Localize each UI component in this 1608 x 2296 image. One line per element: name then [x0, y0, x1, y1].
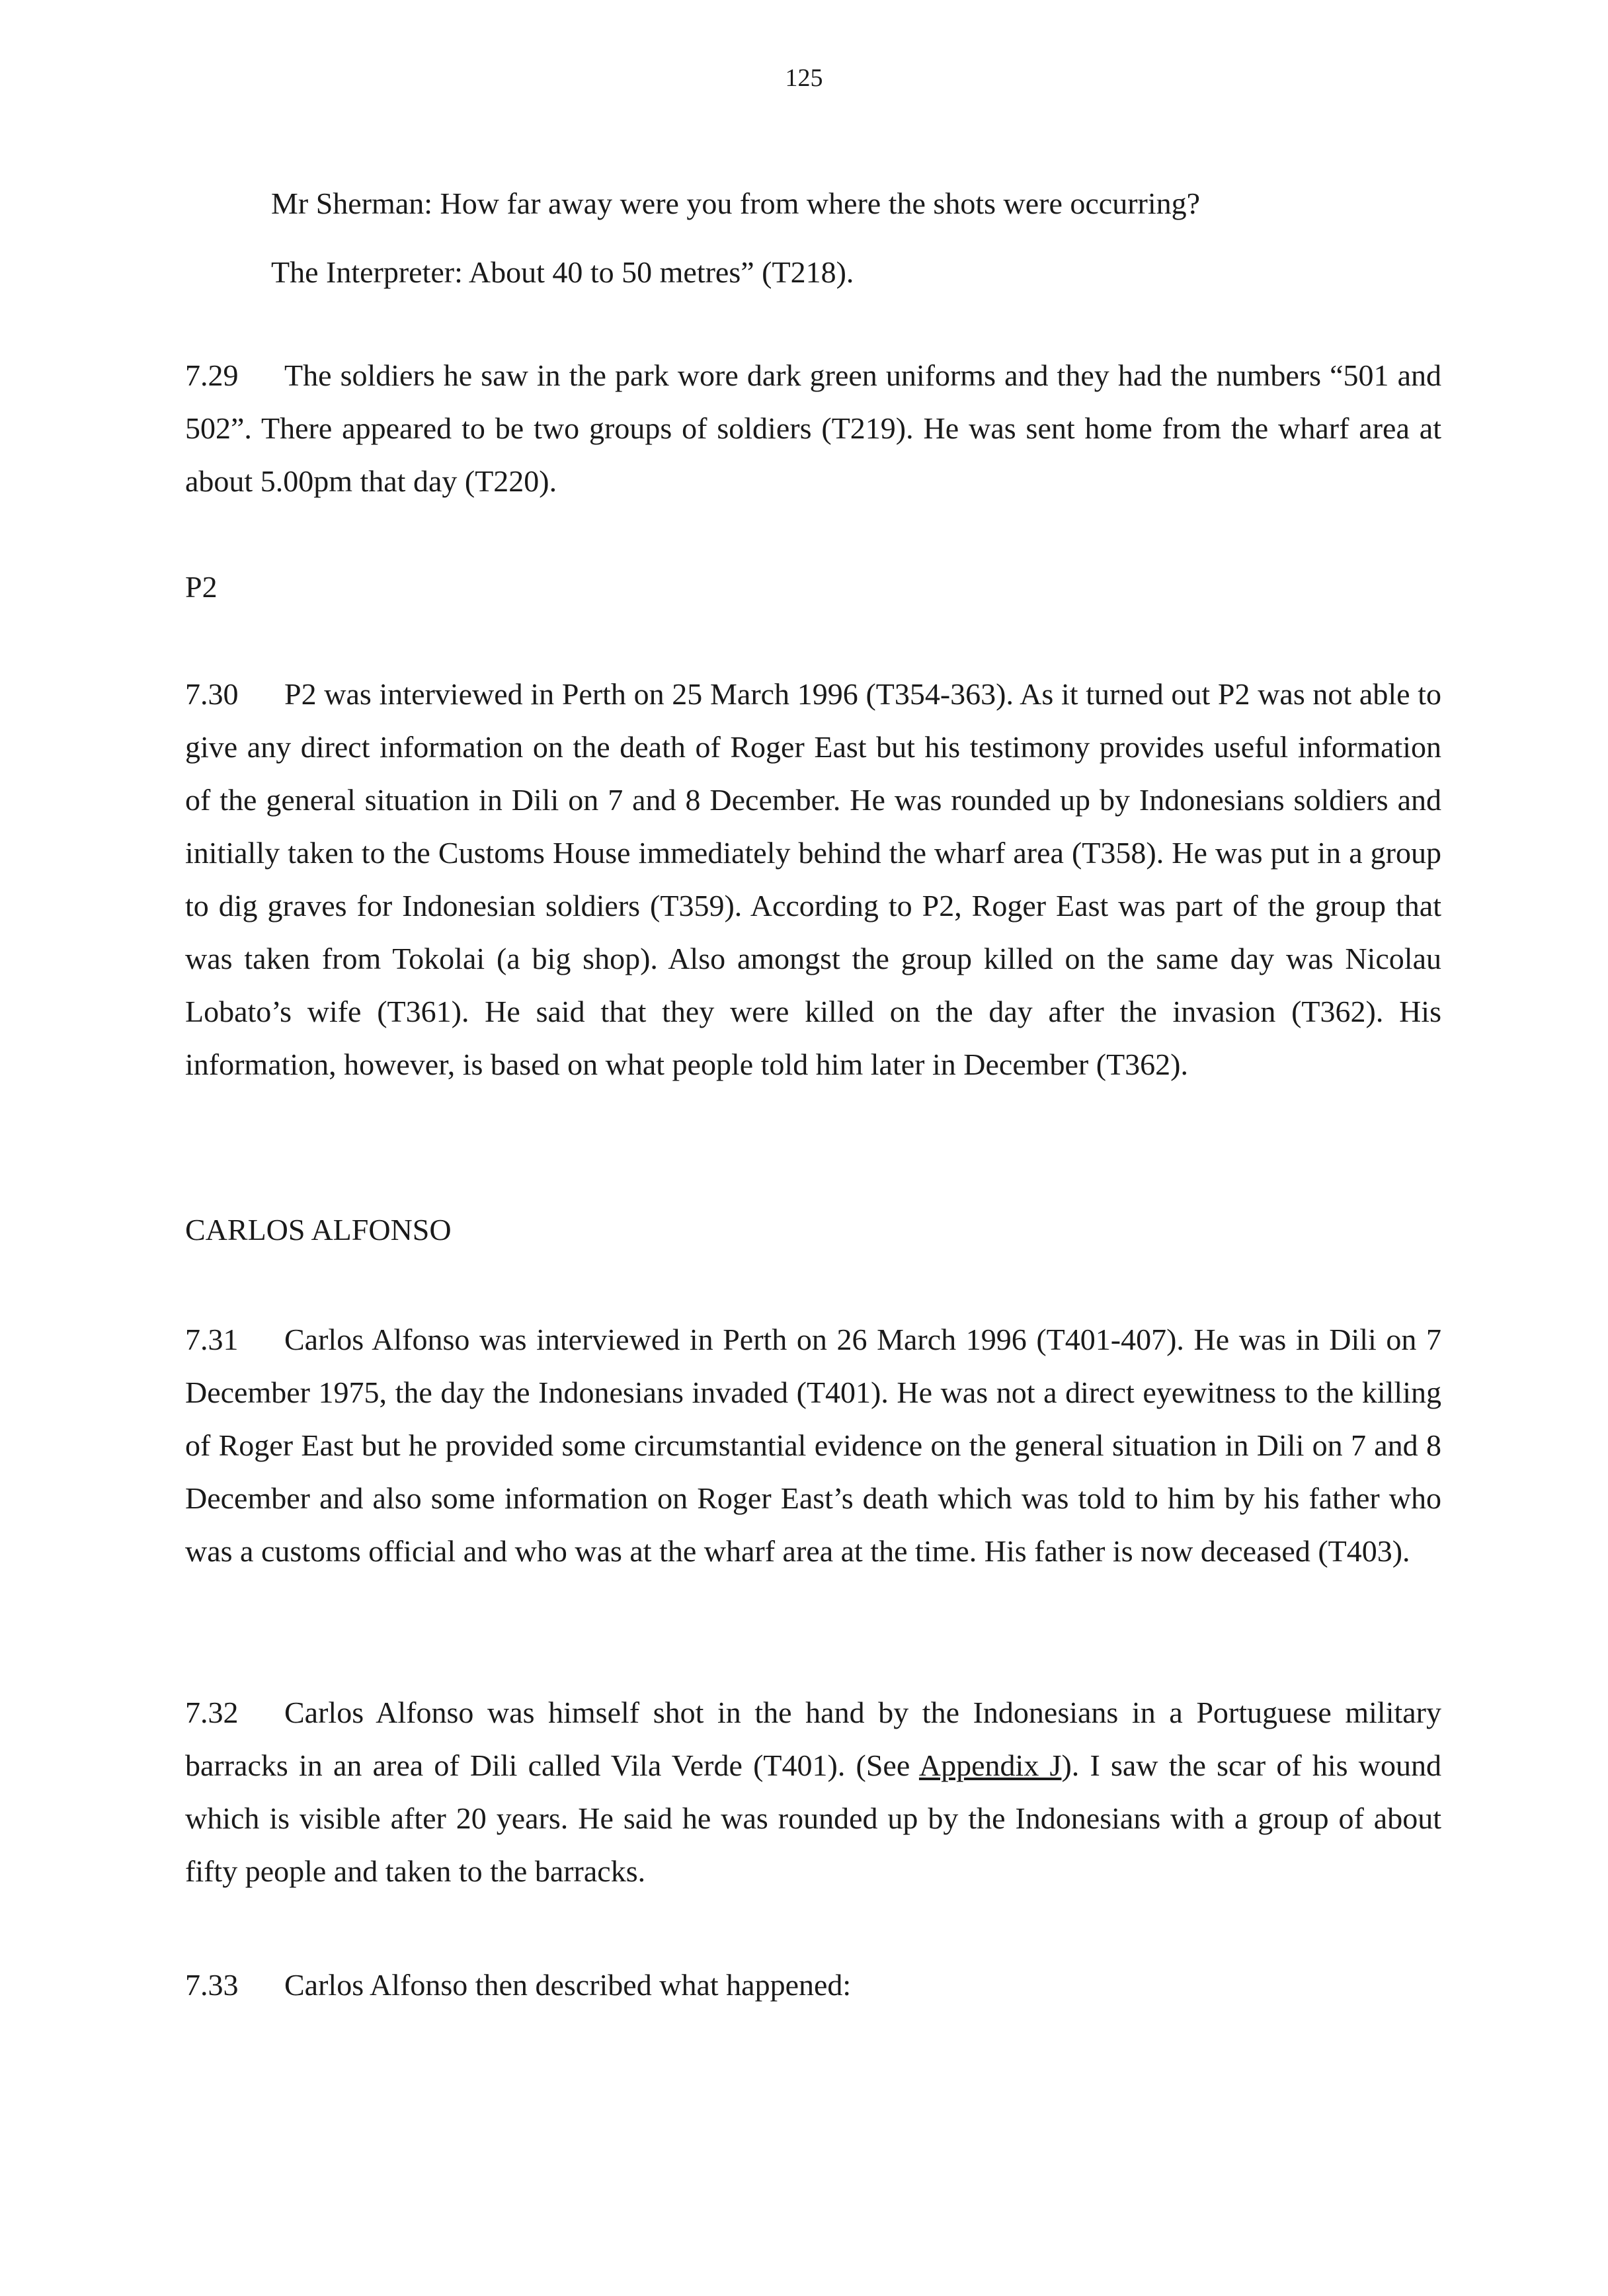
paragraph-number: 7.31 — [185, 1323, 239, 1356]
paragraph-number: 7.29 — [185, 358, 239, 392]
paragraph-text: Carlos Alfonso was interviewed in Perth on 26 March 1996 (T401-407). He was in Dili on 7 December 1975, the day the Indonesians invaded (T401). He was not a direct eyewitness to the killing of Roger East but he provided some circumstantial evidence on the general situation in Dili on 7 and 8 December and also some information on Roger East’s death which was told to him by his father who was a customs official and who was at the wharf area at the time. His father is now deceased (T403). — [185, 1323, 1441, 1568]
quote-question: Mr Sherman: How far away were you from where the shots were occurring? — [271, 186, 1201, 220]
section-heading-p2: P2 — [185, 570, 218, 604]
paragraph-7-33 — [185, 1959, 1441, 2012]
paragraph-text-after: ). I saw the scar of his wound which is visible after 20 years. He said he was rounded up by the Indonesians with a group of about fifty people and taken to the barracks. — [185, 1748, 1441, 1888]
quote-answer: The Interpreter: About 40 to 50 metres” (T218). — [271, 255, 854, 289]
paragraph-7-29 — [185, 349, 1441, 508]
paragraph-text: Carlos Alfonso then described what happened: — [284, 1968, 852, 2002]
page-number: 125 — [785, 64, 823, 92]
section-heading-carlos-alfonso: CARLOS ALFONSO — [185, 1213, 452, 1247]
paragraph-number: 7.30 — [185, 677, 239, 711]
paragraph-text: P2 was interviewed in Perth on 25 March 1996 (T354-363). As it turned out P2 was not able to give any direct information on the death of Roger East but his testimony provides useful information of the general situation in Dili on 7 and 8 December. He was rounded up by Indonesians soldiers and initially taken to the Customs House immediately behind the wharf area (T358). He was put in a group to dig graves for Indonesian soldiers (T359). According to P2, Roger East was part of the group that was taken from Tokolai (a big shop). Also amongst the group killed on the same day was Nicolau Lobato’s wife (T361). He said that they were killed on the day after the invasion (T362). His information, however, is based on what people told him later in December (T362). — [185, 677, 1441, 1081]
paragraph-7-30 — [185, 668, 1441, 1091]
appendix-j-link[interactable]: Appendix J — [918, 1748, 1062, 1782]
paragraph-number: 7.33 — [185, 1968, 239, 2002]
paragraph-7-32 — [185, 1686, 1441, 1898]
paragraph-text-before: Carlos Alfonso was himself shot in the hand by the Indonesians in a Portuguese military barracks in an area of Dili called Vila Verde (T401). (See — [185, 1696, 1441, 1782]
paragraph-7-31 — [185, 1313, 1441, 1578]
paragraph-number: 7.32 — [185, 1696, 239, 1729]
paragraph-text: The soldiers he saw in the park wore dark green uniforms and they had the numbers “501 and 502”. There appeared to be two groups of soldiers (T219). He was sent home from the wharf area at about 5.00pm that day (T220). — [185, 358, 1441, 498]
